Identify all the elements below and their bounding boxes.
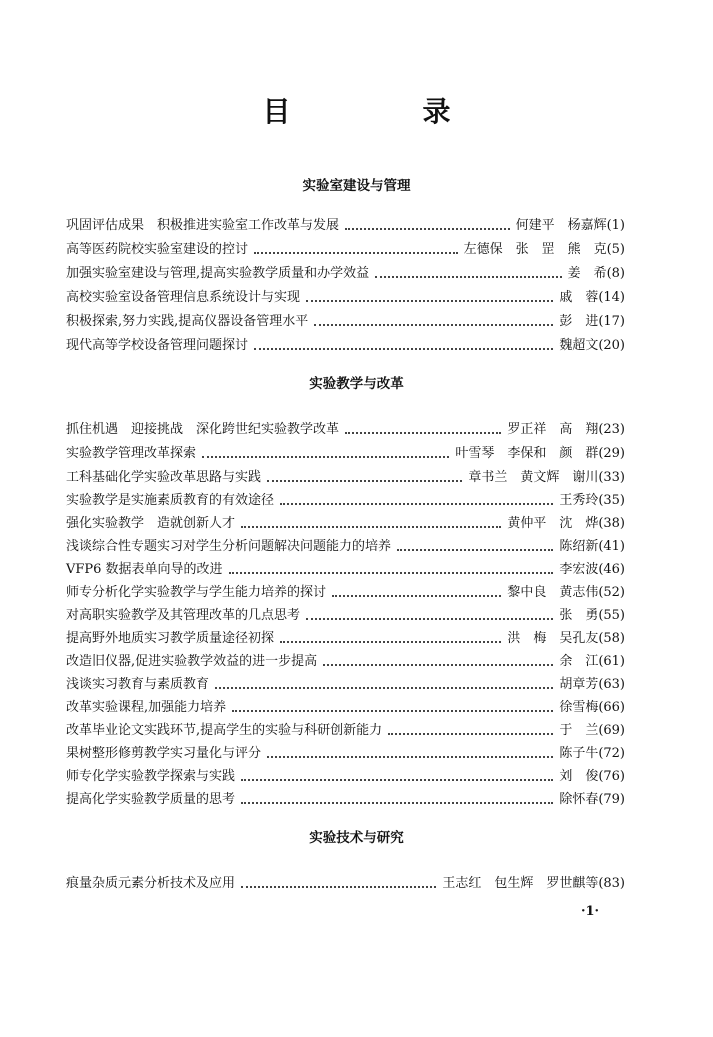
toc-entry-title: 强化实验教学 造就创新人才: [66, 516, 236, 531]
toc-entry-title: 师专分析化学实验教学与学生能力培养的探讨: [66, 585, 327, 600]
toc-leader: [375, 275, 561, 278]
toc-entry-title: 浅谈综合性专题实习对学生分析问题解决问题能力的培养: [66, 539, 392, 554]
toc-entry[interactable]: [66, 240, 625, 260]
toc-entry-title: 改革实验课程,加强能力培养: [66, 700, 227, 715]
toc-entry-title: 实验教学是实施素质教育的有效途径: [66, 493, 275, 508]
toc-leader: [397, 548, 553, 551]
toc-entry-title: 巩固评估成果 积极推进实验室工作改革与发展: [66, 218, 340, 233]
toc-entry-authors: 黎中良 黄志伟(52): [507, 585, 625, 600]
toc-leader: [323, 663, 553, 666]
toc-entry-title: 高校实验室设备管理信息系统设计与实现: [66, 290, 301, 305]
toc-entry-title: 积极探索,努力实践,提高仪器设备管理水平: [66, 314, 309, 329]
toc-entry-authors: 王志红 包生辉 罗世麒等(83): [442, 876, 625, 891]
toc-entry-title: 工科基础化学实验改革思路与实践: [66, 470, 262, 485]
toc-entry[interactable]: [66, 606, 625, 626]
toc-leader: [314, 323, 553, 326]
toc-entry-authors: 余 江(61): [559, 654, 625, 669]
toc-entry-authors: 章书兰 黄文辉 谢川(33): [468, 470, 625, 485]
toc-leader: [254, 347, 553, 350]
toc-entry-title: 果树整形修剪教学实习量化与评分: [66, 746, 262, 761]
toc-entry-title: 师专化学实验教学探索与实践: [66, 769, 236, 784]
page-number: ·1·: [580, 904, 600, 919]
toc-entry-title: 现代高等学校设备管理问题探讨: [66, 338, 249, 353]
toc-entry-authors: 彭 进(17): [559, 314, 625, 329]
toc-leader: [332, 594, 501, 597]
toc-entry[interactable]: [66, 216, 625, 236]
toc-entry-authors: 刘 俊(76): [559, 769, 625, 784]
toc-entry[interactable]: [66, 583, 625, 603]
toc-entry-authors: 张 勇(55): [559, 608, 625, 623]
toc-leader: [267, 479, 462, 482]
toc-entry-title: 提高野外地质实习教学质量途径初探: [66, 631, 275, 646]
toc-leader: [306, 299, 553, 302]
toc-entry-authors: 罗正祥 高 翔(23): [507, 422, 625, 437]
toc-leader: [241, 885, 436, 888]
toc-entry-title: 对高职实验教学及其管理改革的几点思考: [66, 608, 301, 623]
toc-leader: [232, 709, 553, 712]
toc-entry-authors: 戚 蓉(14): [559, 290, 625, 305]
toc-entry[interactable]: [66, 491, 625, 511]
toc-leader: [280, 502, 553, 505]
toc-entry-title: 实验教学管理改革探索: [66, 446, 197, 461]
toc-entry-authors: 黄仲平 沈 烨(38): [507, 516, 625, 531]
toc-leader: [202, 455, 449, 458]
toc-entry-title: 提高化学实验教学质量的思考: [66, 792, 236, 807]
toc-entry-authors: 陈子牛(72): [559, 746, 625, 761]
section-heading: 实验教学与改革: [309, 376, 404, 392]
toc-entry[interactable]: [66, 336, 625, 356]
toc-entry[interactable]: [66, 744, 625, 764]
toc-entry-title: 浅谈实习教育与素质教育: [66, 677, 210, 692]
toc-leader: [229, 571, 554, 574]
toc-entry[interactable]: [66, 874, 625, 894]
toc-entry[interactable]: [66, 537, 625, 557]
toc-entry-authors: 王秀玲(35): [559, 493, 625, 508]
toc-leader: [267, 755, 553, 758]
toc-entry[interactable]: [66, 264, 625, 284]
toc-entry-title: VFP6 数据表单向导的改进: [66, 562, 223, 577]
toc-entry-title: 改造旧仪器,促进实验教学效益的进一步提高: [66, 654, 318, 669]
toc-entry[interactable]: [66, 790, 625, 810]
toc-entry-title: 抓住机遇 迎接挑战 深化跨世纪实验教学改革: [66, 422, 340, 437]
toc-entry[interactable]: [66, 288, 625, 308]
toc-entry[interactable]: [66, 560, 625, 580]
toc-entry-authors: 陈绍新(41): [559, 539, 625, 554]
toc-leader: [215, 686, 553, 689]
toc-leader: [345, 431, 501, 434]
toc-leader: [280, 640, 501, 643]
toc-entry-authors: 李宏波(46): [559, 562, 625, 577]
toc-leader: [254, 251, 458, 254]
toc-leader: [241, 778, 553, 781]
toc-leader: [306, 617, 553, 620]
toc-entry-title: 痕量杂质元素分析技术及应用: [66, 876, 236, 891]
toc-entry[interactable]: [66, 444, 625, 464]
toc-entry-title: 改革毕业论文实践环节,提高学生的实验与科研创新能力: [66, 723, 383, 738]
toc-leader: [345, 227, 510, 230]
toc-entry-authors: 徐雪梅(66): [559, 700, 625, 715]
toc-entry-authors: 洪 梅 吴孔友(58): [507, 631, 625, 646]
toc-entry-authors: 姜 希(8): [567, 266, 625, 281]
toc-entry-authors: 胡章芳(63): [559, 677, 625, 692]
toc-entry-authors: 叶雪琴 李保和 颜 群(29): [455, 446, 625, 461]
toc-entry[interactable]: [66, 721, 625, 741]
page-title: 目 录: [262, 95, 503, 128]
toc-entry-authors: 左德保 张 罡 熊 克(5): [463, 242, 625, 257]
section-heading: 实验技术与研究: [309, 830, 404, 846]
toc-leader: [241, 525, 501, 528]
toc-entry[interactable]: [66, 675, 625, 695]
toc-entry[interactable]: [66, 652, 625, 672]
toc-entry[interactable]: [66, 468, 625, 488]
toc-entry-title: 高等医药院校实验室建设的控讨: [66, 242, 249, 257]
toc-entry-authors: 除怀春(79): [559, 792, 625, 807]
toc-entry[interactable]: [66, 514, 625, 534]
toc-entry-authors: 于 兰(69): [559, 723, 625, 738]
toc-entry[interactable]: [66, 629, 625, 649]
toc-entry-title: 加强实验室建设与管理,提高实验教学质量和办学效益: [66, 266, 370, 281]
section-heading: 实验室建设与管理: [302, 178, 411, 194]
toc-entry[interactable]: [66, 698, 625, 718]
toc-entry-authors: 何建平 杨嘉辉(1): [515, 218, 625, 233]
toc-entry[interactable]: [66, 312, 625, 332]
toc-entry-authors: 魏超文(20): [559, 338, 625, 353]
toc-leader: [388, 732, 553, 735]
toc-entry[interactable]: [66, 420, 625, 440]
toc-entry[interactable]: [66, 767, 625, 787]
toc-leader: [241, 801, 553, 804]
